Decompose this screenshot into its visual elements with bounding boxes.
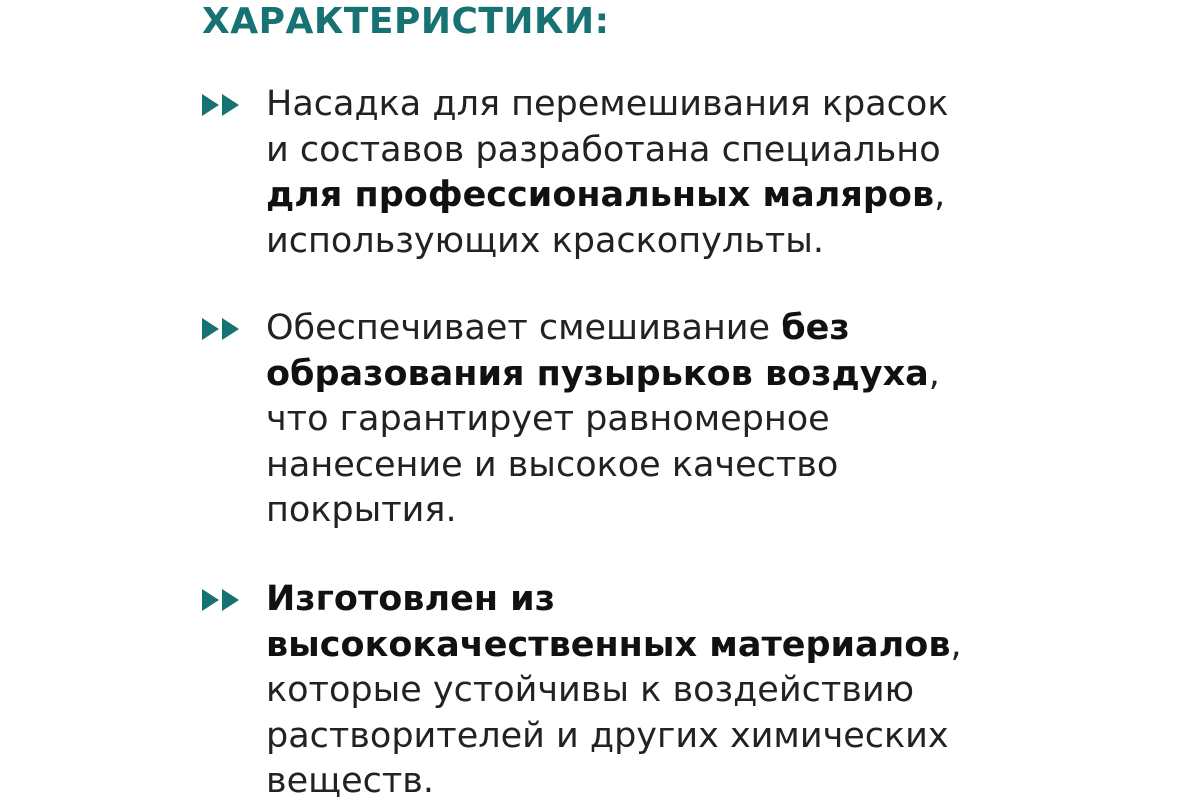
emphasis: для профессиональных маляров [266,175,935,215]
section-heading: ХАРАКТЕРИСТИКИ: [202,1,610,42]
text-line: что гарантирует равномерное [266,399,830,439]
emphasis: без [781,308,850,348]
text-line: растворителей и других химических [266,715,949,756]
text-line: покрытия. [266,490,457,530]
emphasis: Изготовлен из [266,579,556,619]
text-line [266,577,962,623]
text-line: нанесение и высокое качество [266,444,839,485]
double-chevron-right-icon [202,94,242,116]
emphasis: образования пузырьков воздуха [266,353,929,394]
text-line: Насадка для перемешивания красок [266,84,949,124]
feature-text [266,306,940,534]
double-chevron-right-icon [202,589,242,611]
text-line: для профессиональных маляров, [266,175,946,215]
text-line: и составов разработана специально [266,129,941,170]
text-line: Обеспечивает смешивание без [266,308,850,348]
text-line: веществ. [266,761,435,800]
text-line: использующих краскопульты. [266,220,824,261]
text-line: которые устойчивы к воздействию [266,670,915,710]
feature-text [266,577,962,800]
text-line: образования пузырьков воздуха, [266,353,940,394]
text-line: высококачественных материалов, [266,624,962,665]
feature-text [266,82,948,264]
double-chevron-right-icon [202,318,242,340]
emphasis: высококачественных материалов [266,624,951,665]
